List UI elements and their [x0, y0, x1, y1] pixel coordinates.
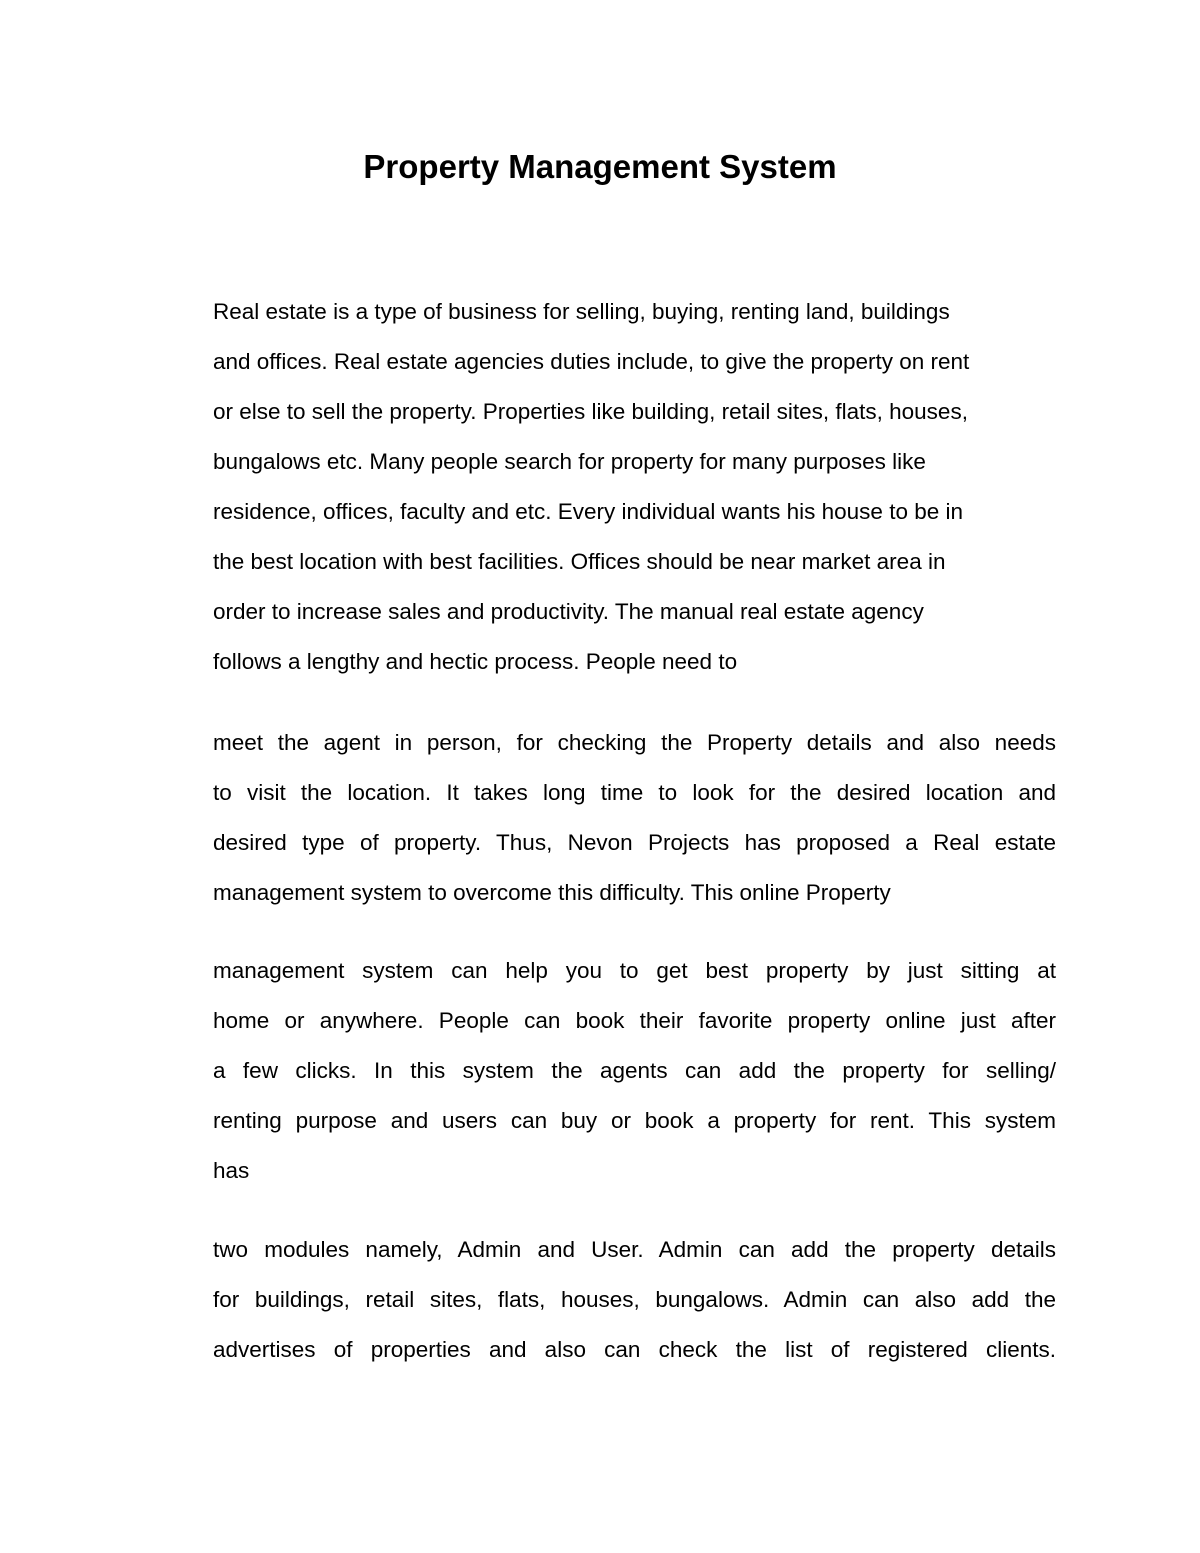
text-line: order to increase sales and productivity. The manual real estate agency	[213, 599, 924, 624]
text-line: has	[213, 1158, 250, 1183]
text-line: management system to overcome this difficulty. This online Property	[213, 880, 891, 905]
paragraph-1	[213, 287, 1056, 687]
text-line: two modules namely, Admin and User. Admin can add the property details	[213, 1237, 1056, 1262]
text-line: and offices. Real estate agencies duties include, to give the property on rent	[213, 349, 970, 374]
paragraph-3	[213, 946, 1056, 1196]
document-title: Property Management System	[363, 148, 837, 185]
text-line: bungalows etc. Many people search for property for many purposes like	[213, 449, 926, 474]
text-line: home or anywhere. People can book their favorite property online just after	[213, 1008, 1056, 1033]
text-line: a few clicks. In this system the agents can add the property for selling/	[213, 1058, 1056, 1083]
text-line: advertises of properties and also can check the list of registered clients.	[213, 1337, 1056, 1362]
text-line: to visit the location. It takes long time to look for the desired location and	[213, 780, 1056, 805]
text-line: management system can help you to get best property by just sitting at	[213, 958, 1056, 983]
text-line: Real estate is a type of business for selling, buying, renting land, buildings	[213, 299, 950, 324]
text-line: desired type of property. Thus, Nevon Projects has proposed a Real estate	[213, 830, 1056, 855]
text-line: for buildings, retail sites, flats, houses, bungalows. Admin can also add the	[213, 1287, 1056, 1312]
text-line: or else to sell the property. Properties like building, retail sites, flats, houses,	[213, 399, 968, 424]
text-line: renting purpose and users can buy or book a property for rent. This system	[213, 1108, 1056, 1133]
paragraph-2	[213, 718, 1056, 918]
text-line: the best location with best facilities. Offices should be near market area in	[213, 549, 946, 574]
text-line: follows a lengthy and hectic process. People need to	[213, 649, 738, 674]
text-line: meet the agent in person, for checking the Property details and also needs	[213, 730, 1056, 755]
paragraph-4	[213, 1225, 1056, 1375]
text-line: residence, offices, faculty and etc. Every individual wants his house to be in	[213, 499, 964, 524]
